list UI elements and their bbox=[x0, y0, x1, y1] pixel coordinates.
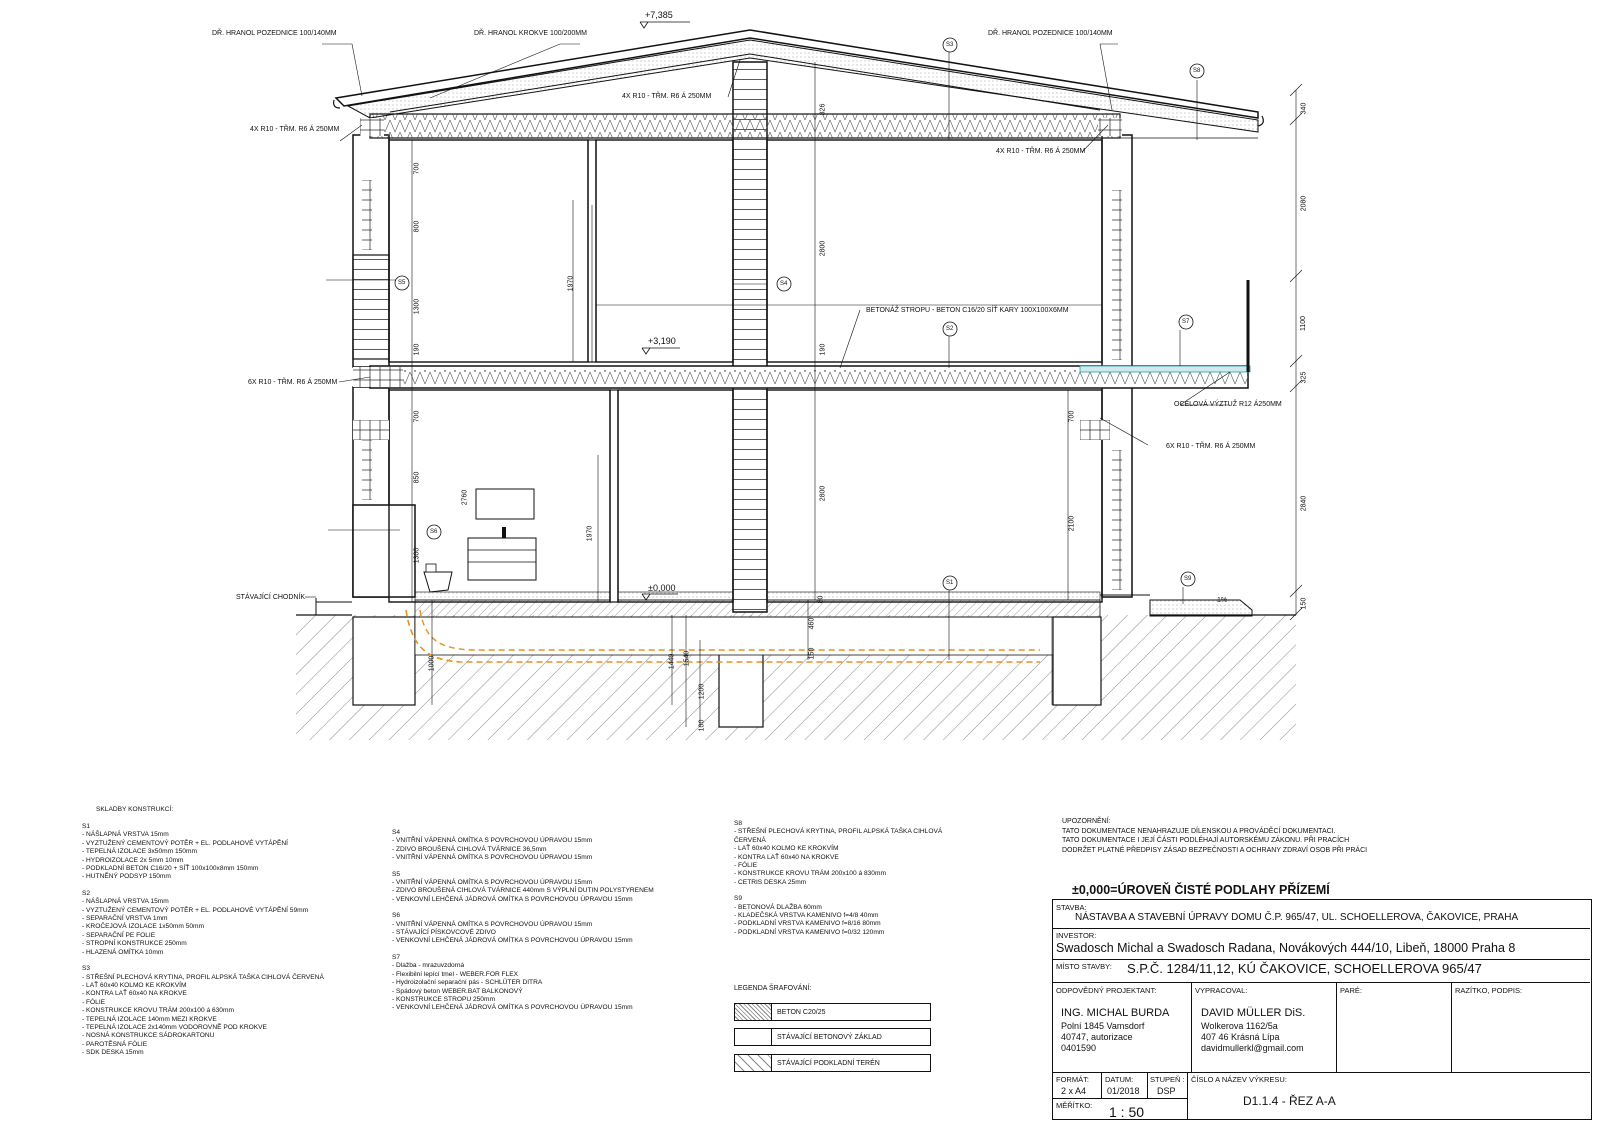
investor-label: INVESTOR: bbox=[1056, 931, 1097, 940]
projektant-line-3: 0401590 bbox=[1061, 1043, 1097, 1053]
dim-1000: 1000 bbox=[428, 655, 436, 672]
tag-s1: S1 bbox=[946, 580, 954, 586]
legend-item-existing-terrain bbox=[734, 1054, 931, 1072]
dim-700-u: 700 bbox=[413, 162, 421, 175]
composition-line: - Dlažba - mrazuvzdorná bbox=[392, 962, 465, 970]
composition-line: - VNITŘNÍ VÁPENNÁ OMÍTKA S POVRCHOVOU ÚPRAVOU 15mm bbox=[392, 854, 593, 862]
composition-line: - STROPNÍ KONSTRUKCE 250mm bbox=[82, 940, 187, 948]
label-pozednice-right: DŘ. HRANOL POZEDNICE 100/140MM bbox=[988, 30, 1113, 37]
stavba-value: NÁSTAVBA A STAVEBNÍ ÚPRAVY DOMU Č.P. 965/47, UL. SCHOELLEROVA, ČAKOVICE, PRAHA bbox=[1075, 912, 1519, 923]
composition-line: - STÁVAJÍCÍ PÍSKOVCOVÉ ZDIVO bbox=[392, 929, 496, 937]
tag-s2: S2 bbox=[946, 326, 954, 332]
composition-code-s1: S1 bbox=[82, 823, 91, 830]
dim-1970-l: 1970 bbox=[586, 525, 594, 542]
tag-s8: S8 bbox=[1193, 68, 1201, 74]
level-markers bbox=[640, 22, 690, 600]
dim-2100: 2100 bbox=[1068, 515, 1076, 532]
composition-code-s9: S9 bbox=[734, 895, 743, 903]
roof bbox=[334, 30, 1264, 138]
stavba-label: STAVBA: bbox=[1056, 903, 1087, 912]
composition-line: - VENKOVNÍ LEHČENÁ JÁDROVÁ OMÍTKA S POVRCHOVOU ÚPRAVOU 15mm bbox=[392, 937, 633, 945]
compositions-col-3 bbox=[734, 820, 942, 937]
composition-line: - VNITŘNÍ VÁPENNÁ OMÍTKA S POVRCHOVOU ÚPRAVOU 15mm bbox=[392, 920, 593, 928]
composition-line: - STŘEŠNÍ PLECHOVÁ KRYTINA, PROFIL ALPSKÁ TAŠKA CIHLOVÁ bbox=[734, 828, 943, 836]
dim-2080: 2080 bbox=[1300, 195, 1308, 212]
composition-line: ČERVENÁ bbox=[734, 836, 766, 844]
dim-325: 325 bbox=[1300, 371, 1308, 384]
legend-item-concrete bbox=[734, 1003, 931, 1021]
vypracoval-name: DAVID MÜLLER DiS. bbox=[1201, 1007, 1306, 1019]
dim-150-b: 150 bbox=[808, 647, 816, 660]
composition-line: - NÁŠLAPNÁ VRSTVA 15mm bbox=[82, 898, 169, 906]
composition-line: - KONTRA LAŤ 60x40 NA KROKVE bbox=[82, 990, 187, 998]
stupen-value: DSP bbox=[1157, 1086, 1176, 1096]
investor-value: Swadosch Michal a Swadosch Radana, Novákových 444/10, Libeň, 18000 Praha 8 bbox=[1056, 941, 1516, 955]
legend-title: LEGENDA ŠRAFOVÁNÍ: bbox=[734, 985, 812, 992]
stupen-label: STUPEŇ : bbox=[1150, 1075, 1185, 1084]
projektant-label: ODPOVĚDNÝ PROJEKTANT: bbox=[1056, 986, 1157, 995]
composition-line: - ZDIVO BROUŠENÁ CIHLOVÁ TVÁRNICE 440mm S VÝPLNÍ DUTIN POLYSTYRENEM bbox=[392, 887, 654, 895]
dim-1300-u: 1300 bbox=[413, 298, 421, 315]
composition-line: - TEPELNÁ IZOLACE 140mm MEZI KROKVE bbox=[82, 1015, 217, 1023]
warning-line-2: TATO DOKUMENTACE I JEJÍ ČÁSTI PODLÉHAJÍ AUTORSKÉMU ZÁKONU. PŘI PRACÍCH bbox=[1062, 837, 1350, 844]
label-existing-sidewalk: STÁVAJÍCÍ CHODNÍK bbox=[236, 594, 306, 601]
walls bbox=[353, 62, 1132, 612]
dim-800-u: 800 bbox=[413, 220, 421, 233]
composition-line: - KONTRA LAŤ 60x40 NA KROKVE bbox=[734, 853, 839, 861]
label-steel-reinf: OCELOVÁ VÝZTUŽ R12 Á250MM bbox=[1174, 401, 1282, 408]
composition-line: - KONSTRUKCE KROVU TRÁM 200x100 á 630mm bbox=[82, 1007, 234, 1015]
label-slope: 1% bbox=[1217, 597, 1228, 604]
dim-340: 340 bbox=[1300, 102, 1308, 115]
label-reinf-roof-center: 4X R10 - TŘM. R6 Á 250MM bbox=[622, 93, 712, 100]
dim-150: 150 bbox=[1300, 597, 1308, 610]
dim-1440: 1440 bbox=[668, 653, 676, 670]
ridge-level: +7,385 bbox=[645, 10, 673, 20]
legend-swatch-existing-terrain bbox=[735, 1055, 772, 1071]
composition-line: - VNITŘNÍ VÁPENNÁ OMÍTKA S POVRCHOVOU ÚPRAVOU 15mm bbox=[392, 837, 593, 845]
composition-line: - NÁŠLAPNÁ VRSTVA 15mm bbox=[82, 831, 169, 839]
dim-2800-upper: 2800 bbox=[819, 240, 827, 257]
zero-level-note: ±0,000=ÚROVEŇ ČISTÉ PODLAHY PŘÍZEMÍ bbox=[1072, 883, 1330, 897]
composition-line: - Spádový beton WEBER.BAT BALKONOVÝ bbox=[392, 987, 523, 995]
composition-line: - SEPARAČNÍ VRSTVA 1mm bbox=[82, 915, 168, 923]
composition-code-s2: S2 bbox=[82, 889, 91, 897]
tag-s6: S6 bbox=[430, 529, 438, 535]
tag-s9: S9 bbox=[1184, 576, 1192, 582]
label-reinf-floor-left: 6X R10 - TŘM. R6 Á 250MM bbox=[248, 379, 338, 386]
format-value: 2 x A4 bbox=[1061, 1086, 1087, 1096]
label-krokve: DŘ. HRANOL KROKVE 100/200MM bbox=[474, 30, 587, 37]
composition-code-s4: S4 bbox=[392, 829, 401, 836]
composition-line: - HUTNĚNÝ PODSYP 150mm bbox=[82, 873, 171, 881]
misto-value: S.P.Č. 1284/11,12, KÚ ČAKOVICE, SCHOELLEROVA 965/47 bbox=[1127, 961, 1482, 976]
projektant-line-2: 40747, autorizace bbox=[1061, 1032, 1133, 1042]
meritko-value: 1 : 50 bbox=[1109, 1104, 1145, 1120]
composition-line: - KONSTRUKCE STROPU 250mm bbox=[392, 995, 495, 1003]
composition-line: - STŘEŠNÍ PLECHOVÁ KRYTINA, PROFIL ALPSKÁ TAŠKA CIHLOVÁ ČERVENÁ bbox=[82, 973, 324, 981]
vypracoval-line-1: Wolkerova 1162/5a bbox=[1201, 1021, 1278, 1031]
format-label: FORMÁT: bbox=[1056, 1075, 1089, 1084]
composition-line: - HLAZENÁ OMÍTKA 10mm bbox=[82, 948, 164, 956]
composition-line: - KROČEJOVÁ IZOLACE 1x50mm 50mm bbox=[82, 923, 205, 931]
composition-line: - TEPELNÁ IZOLACE 2x140mm VODOROVNĚ POD KROKVE bbox=[82, 1023, 267, 1031]
composition-line: - FÓLIE bbox=[734, 862, 758, 870]
dim-100: 100 bbox=[698, 719, 706, 732]
composition-line: - VENKOVNÍ LEHČENÁ JÁDROVÁ OMÍTKA S POVRCHOVOU ÚPRAVOU 15mm bbox=[392, 895, 633, 903]
vypracoval-label: VYPRACOVAL: bbox=[1195, 986, 1248, 995]
composition-line: - VYZTUŽENÝ CEMENTOVÝ POTĚR + EL. PODLAHOVÉ VYTÁPĚNÍ bbox=[82, 839, 288, 847]
composition-line: - FÓLIE bbox=[82, 998, 106, 1006]
dim-2800-lower: 2800 bbox=[819, 485, 827, 502]
composition-line: - KONSTRUKCE KROVU TRÁM 200x100 á 830mm bbox=[734, 870, 886, 878]
tag-s3: S3 bbox=[946, 42, 954, 48]
dim-1300-l: 1300 bbox=[413, 547, 421, 564]
composition-code-s3: S3 bbox=[82, 965, 91, 973]
dim-80: 80 bbox=[817, 595, 825, 604]
cislo-label: ČÍSLO A NÁZEV VÝKRESU: bbox=[1191, 1075, 1287, 1084]
dim-700-l: 700 bbox=[413, 410, 421, 423]
composition-line: - Flexibilní lepící tmel - WEBER.FOR FLEX bbox=[392, 970, 519, 978]
dim-326: 326 bbox=[819, 103, 827, 116]
warning-line-1: TATO DOKUMENTACE NENAHRAZUJE DÍLENSKOU A PROVÁDĚCÍ DOKUMENTACI. bbox=[1062, 827, 1336, 835]
cislo-value: D1.1.4 - ŘEZ A-A bbox=[1243, 1094, 1336, 1108]
dim-1100: 1100 bbox=[1300, 315, 1308, 332]
warning-line-3: DODRŽET PLATNÉ PŘEDPISY ZÁSAD BEZPEČNOSTI A OCHRANY ZDRAVÍ OSOB PŘI PRÁCI bbox=[1062, 846, 1368, 854]
vypracoval-line-3: davidmullerkl@gmail.com bbox=[1201, 1043, 1304, 1053]
tag-s5: S5 bbox=[398, 280, 406, 286]
meritko-label: MĚŘÍTKO: bbox=[1056, 1101, 1093, 1110]
composition-line: - VNITŘNÍ VÁPENNÁ OMÍTKA S POVRCHOVOU ÚPRAVOU 15mm bbox=[392, 879, 593, 887]
composition-code-s8: S8 bbox=[734, 820, 743, 827]
tag-s4: S4 bbox=[780, 281, 788, 287]
compositions-col-2 bbox=[392, 829, 654, 1013]
title-block bbox=[1052, 899, 1592, 1120]
composition-line: - VENKOVNÍ LEHČENÁ JÁDROVÁ OMÍTKA S POVRCHOVOU ÚPRAVOU 15mm bbox=[392, 1004, 633, 1012]
dim-2840: 2840 bbox=[1300, 495, 1308, 512]
dim-850-l: 850 bbox=[413, 471, 421, 484]
dim-2760: 2760 bbox=[461, 489, 469, 506]
composition-line: - PODKLADNÍ BETON C16/20 + SÍŤ 100x100x8mm 150mm bbox=[82, 865, 259, 873]
tag-s7: S7 bbox=[1182, 319, 1190, 325]
exterior-right bbox=[1100, 595, 1252, 616]
composition-line: - PODKLADNÍ VRSTVA KAMENIVO f=0/32 120mm bbox=[734, 928, 885, 936]
compositions-title: SKLADBY KONSTRUKCÍ: bbox=[96, 806, 174, 813]
razitko-label: RAZÍTKO, PODPIS: bbox=[1455, 986, 1523, 995]
composition-line: - SDK DESKA 15mm bbox=[82, 1049, 144, 1057]
composition-line: - PAROTĚSNÁ FÓLIE bbox=[82, 1040, 148, 1048]
dim-1970-u: 1970 bbox=[567, 275, 575, 292]
composition-line: - SEPARAČNÍ PE FOLIE bbox=[82, 931, 156, 939]
misto-label: MÍSTO STAVBY: bbox=[1056, 962, 1112, 971]
composition-line: - ZDIVO BROUŠENÁ CIHLOVÁ TVÁRNICE 36,5mm bbox=[392, 845, 547, 853]
legend-item-existing-foundation bbox=[734, 1028, 931, 1046]
dim-1200: 1200 bbox=[698, 683, 706, 700]
dim-460: 460 bbox=[808, 617, 816, 630]
datum-value: 01/2018 bbox=[1107, 1086, 1140, 1096]
legend-label-existing-foundation: STÁVAJÍCÍ BETONOVÝ ZÁKLAD bbox=[777, 1034, 882, 1041]
warning-title: UPOZORNĚNÍ: bbox=[1062, 818, 1111, 825]
composition-code-s6: S6 bbox=[392, 912, 401, 920]
dim-1540: 1540 bbox=[683, 650, 691, 667]
projektant-line-1: Polní 1845 Vamsdorf bbox=[1061, 1021, 1145, 1031]
dim-190-u: 190 bbox=[413, 343, 421, 356]
warning-block bbox=[1062, 817, 1367, 855]
label-reinf-roof-left: 4X R10 - TŘM. R6 Á 250MM bbox=[250, 126, 340, 133]
composition-line: - CETRIS DESKA 25mm bbox=[734, 878, 807, 886]
pare-label: PARÉ: bbox=[1340, 986, 1362, 995]
composition-line: - LAŤ 60x40 KOLMO KE KROKVÍM bbox=[734, 845, 839, 853]
projektant-name: ING. MICHAL BURDA bbox=[1061, 1007, 1170, 1019]
label-slab-concrete: BETONÁŽ STROPU - BETON C16/20 SÍŤ KARY 100X100X6MM bbox=[866, 307, 1069, 314]
legend-label-existing-terrain: STÁVAJÍCÍ PODKLADNÍ TERÉN bbox=[777, 1060, 880, 1067]
composition-line: - Hydroizolační separační pás - SCHLÜTER DITRA bbox=[392, 979, 543, 987]
composition-line: - HYDROIZOLACE 2x 5mm 10mm bbox=[82, 856, 184, 864]
composition-code-s7: S7 bbox=[392, 953, 401, 961]
label-pozednice-left: DŘ. HRANOL POZEDNICE 100/140MM bbox=[212, 30, 337, 37]
label-reinf-floor-right: 6X R10 - TŘM. R6 Á 250MM bbox=[1166, 443, 1256, 450]
composition-line: - LAŤ 60x40 KOLMO KE KROKVÍM bbox=[82, 981, 187, 989]
datum-label: DATUM: bbox=[1105, 1075, 1134, 1084]
composition-line: - NOSNÁ KONSTRUKCE SÁDROKARTONU bbox=[82, 1032, 215, 1040]
legend-swatch-concrete bbox=[735, 1004, 772, 1020]
compositions-col-1 bbox=[82, 823, 324, 1058]
composition-line: - PODKLADNÍ VRSTVA KAMENIVO f=8/16 80mm bbox=[734, 920, 881, 928]
zero-level: ±0,000 bbox=[648, 583, 676, 593]
dim-700-r: 700 bbox=[1068, 410, 1076, 423]
floor-level: +3,190 bbox=[648, 336, 676, 346]
composition-line: - VYZTUŽENÝ CEMENTOVÝ POTĚR + EL. PODLAHOVÉ VYTÁPĚNÍ 59mm bbox=[82, 906, 309, 914]
dim-190-upper: 190 bbox=[819, 343, 827, 356]
legend-label-concrete: BETON C20/25 bbox=[777, 1009, 826, 1016]
label-reinf-roof-right: 4X R10 - TŘM. R6 Á 250MM bbox=[996, 148, 1086, 155]
composition-code-s5: S5 bbox=[392, 870, 401, 878]
legend-swatch-existing-foundation bbox=[735, 1029, 772, 1045]
composition-line: - TEPELNÁ IZOLACE 3x50mm 150mm bbox=[82, 848, 197, 856]
composition-line: - KLADEČSKÁ VRSTVA KAMENIVO f=4/8 40mm bbox=[734, 912, 879, 920]
vypracoval-line-2: 407 46 Krásná Lípa bbox=[1201, 1032, 1280, 1042]
composition-line: - BETONOVÁ DLAŽBA 60mm bbox=[734, 903, 822, 911]
